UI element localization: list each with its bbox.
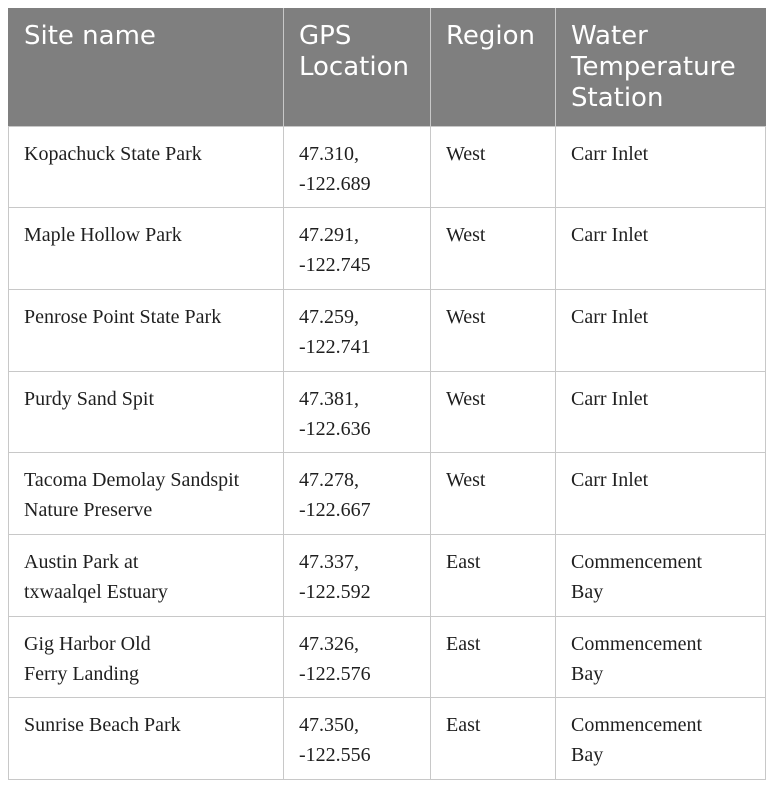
cell-water-temperature-station (556, 371, 766, 453)
station-line: Bay (571, 662, 604, 685)
cell-region: West (431, 289, 556, 371)
cell-gps-location (284, 698, 431, 780)
sites-table-container (8, 8, 765, 780)
cell-gps-location (284, 126, 431, 208)
table-row (9, 453, 766, 535)
cell-site-name (9, 616, 284, 698)
header-gps-location (284, 8, 431, 126)
cell-region: East (431, 698, 556, 780)
cell-site-name (9, 371, 284, 453)
table-row (9, 208, 766, 290)
cell-region: West (431, 371, 556, 453)
cell-gps-location (284, 453, 431, 535)
gps-latitude: 47.291, (299, 224, 359, 247)
table-row (9, 289, 766, 371)
header-station-line3: Station (571, 83, 664, 113)
cell-water-temperature-station (556, 289, 766, 371)
table-row (9, 616, 766, 698)
cell-gps-location (284, 289, 431, 371)
table-header (9, 8, 766, 126)
station-line: Bay (571, 744, 604, 767)
cell-site-name (9, 208, 284, 290)
site-name-line: Sunrise Beach Park (24, 714, 181, 737)
site-name-line: Austin Park at (24, 550, 139, 573)
gps-latitude: 47.259, (299, 305, 359, 328)
gps-latitude: 47.310, (299, 142, 359, 165)
cell-water-temperature-station (556, 534, 766, 616)
site-name-line: Penrose Point State Park (24, 305, 222, 328)
cell-site-name (9, 698, 284, 780)
gps-longitude: -122.556 (299, 744, 371, 767)
site-name-line: Ferry Landing (24, 662, 139, 685)
station-line: Carr Inlet (571, 469, 649, 492)
site-name-line: txwaalqel Estuary (24, 580, 168, 603)
station-line: Commencement (571, 550, 703, 573)
header-site-name: Site name (9, 8, 284, 126)
site-name-line: Maple Hollow Park (24, 224, 182, 247)
gps-longitude: -122.741 (299, 335, 371, 358)
cell-gps-location (284, 616, 431, 698)
cell-region: East (431, 534, 556, 616)
table-body (9, 126, 766, 780)
cell-water-temperature-station (556, 453, 766, 535)
header-row (9, 8, 766, 126)
station-line: Carr Inlet (571, 142, 649, 165)
cell-region: West (431, 126, 556, 208)
header-water-temperature-station (556, 8, 766, 126)
cell-site-name (9, 534, 284, 616)
cell-gps-location (284, 534, 431, 616)
gps-latitude: 47.326, (299, 632, 359, 655)
site-name-line: Kopachuck State Park (24, 142, 202, 165)
cell-site-name (9, 289, 284, 371)
header-gps-line2: Location (299, 52, 409, 82)
cell-water-temperature-station (556, 616, 766, 698)
table-row (9, 534, 766, 616)
gps-longitude: -122.745 (299, 254, 371, 277)
site-name-line: Nature Preserve (24, 499, 153, 522)
station-line: Commencement (571, 632, 703, 655)
header-region: Region (431, 8, 556, 126)
site-name-line: Tacoma Demolay Sandspit (24, 469, 240, 492)
gps-latitude: 47.350, (299, 714, 359, 737)
header-station-line1: Water (571, 21, 648, 51)
header-gps-line1: GPS (299, 21, 352, 51)
table-row (9, 371, 766, 453)
station-line: Bay (571, 580, 604, 603)
gps-longitude: -122.576 (299, 662, 371, 685)
site-name-line: Purdy Sand Spit (24, 387, 155, 410)
cell-gps-location (284, 208, 431, 290)
table-row (9, 126, 766, 208)
station-line: Carr Inlet (571, 305, 649, 328)
cell-region: West (431, 453, 556, 535)
cell-water-temperature-station (556, 698, 766, 780)
cell-water-temperature-station (556, 208, 766, 290)
gps-longitude: -122.636 (299, 417, 371, 440)
cell-gps-location (284, 371, 431, 453)
cell-region: East (431, 616, 556, 698)
cell-water-temperature-station (556, 126, 766, 208)
sites-table (8, 8, 766, 780)
cell-region: West (431, 208, 556, 290)
gps-longitude: -122.689 (299, 172, 371, 195)
gps-latitude: 47.381, (299, 387, 359, 410)
table-row (9, 698, 766, 780)
cell-site-name (9, 126, 284, 208)
header-station-line2: Temperature (571, 52, 736, 82)
cell-site-name (9, 453, 284, 535)
station-line: Carr Inlet (571, 224, 649, 247)
site-name-line: Gig Harbor Old (24, 632, 151, 655)
station-line: Carr Inlet (571, 387, 649, 410)
gps-latitude: 47.278, (299, 469, 359, 492)
station-line: Commencement (571, 714, 703, 737)
gps-latitude: 47.337, (299, 550, 359, 573)
gps-longitude: -122.592 (299, 580, 371, 603)
gps-longitude: -122.667 (299, 499, 371, 522)
